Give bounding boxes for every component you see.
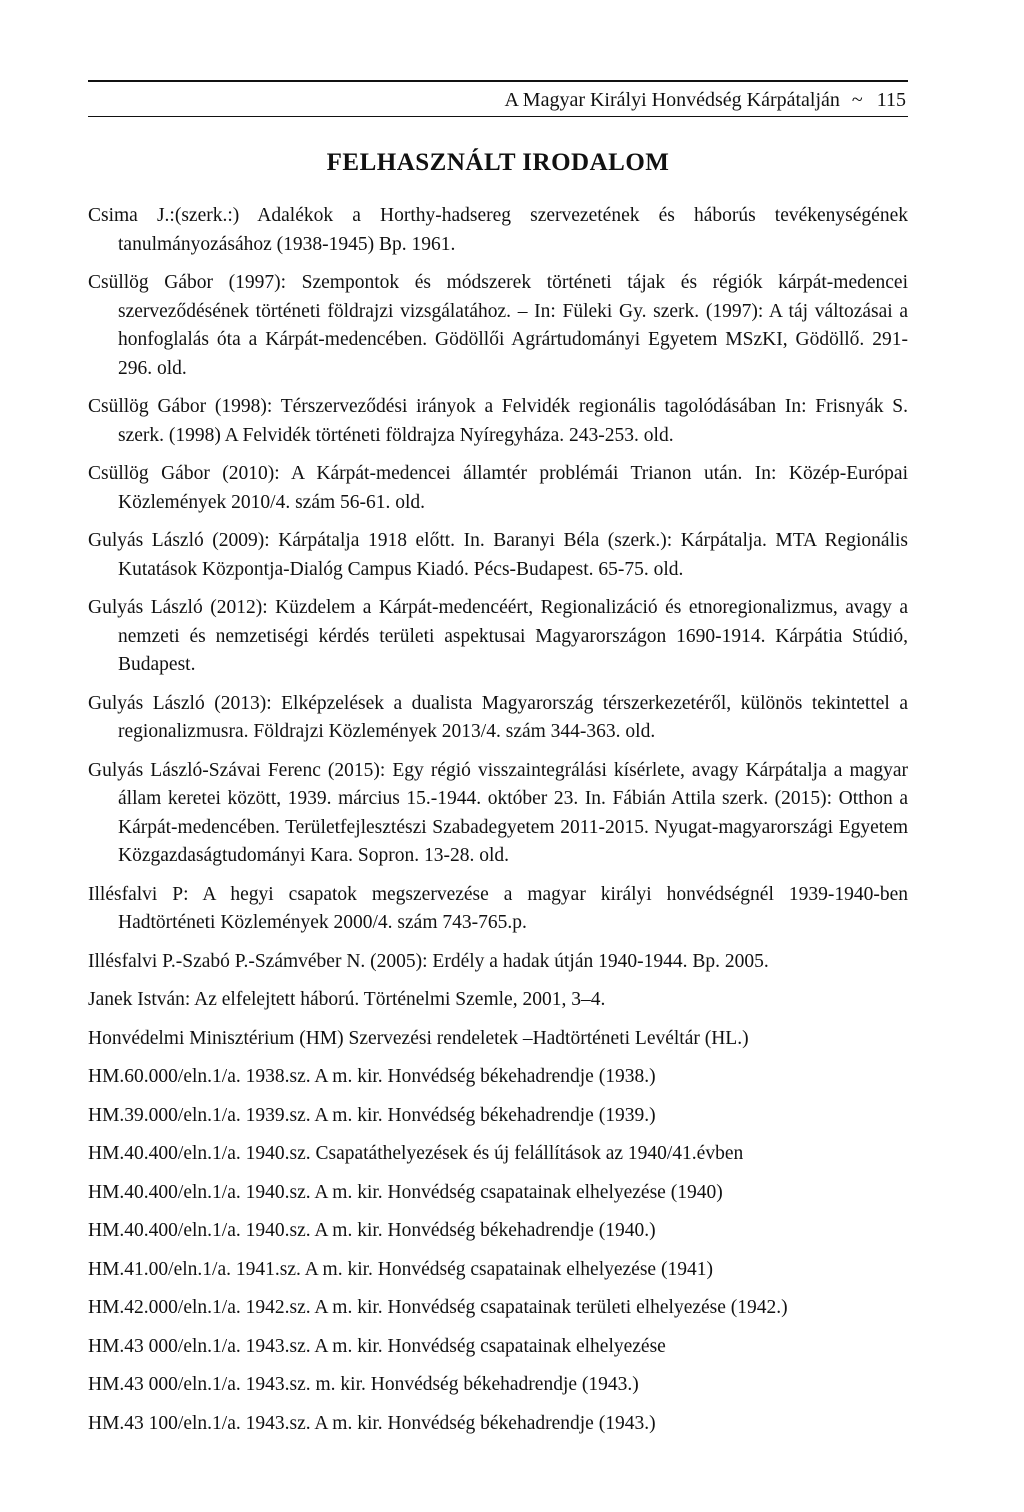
reference-item: HM.40.400/eln.1/a. 1940.sz. A m. kir. Honvédség csapatainak elhelyezése (1940) bbox=[88, 1181, 723, 1203]
header-separator: ~ bbox=[851, 89, 863, 111]
reference-item: Csima J.:(szerk.:) Adalékok a Horthy-hadsereg szervezetének és háborús tevékenységének tanulmányozásához (1938-1945) Bp. 1961. bbox=[88, 205, 908, 255]
reference-item: HM.41.00/eln.1/a. 1941.sz. A m. kir. Honvédség csapatainak elhelyezése (1941) bbox=[88, 1258, 713, 1280]
running-title: A Magyar Királyi Honvédség Kárpátalján bbox=[504, 89, 840, 111]
reference-item: HM.60.000/eln.1/a. 1938.sz. A m. kir. Honvédség békehadrendje (1938.) bbox=[88, 1066, 656, 1087]
page-number: 115 bbox=[876, 89, 906, 111]
header-top-rule bbox=[88, 80, 908, 82]
reference-item: Csüllög Gábor (1997): Szempontok és módszerek történeti tájak és régiók kárpát-medencei szerveződésének történeti földrajzi vizsgálatához. – In: Füleki Gy. szerk. (1997): A táj változásai a honfoglalás óta a Kárpát-medencében. Gödöllői Agrártudományi Egyetem MSzKI, Gödöllő. 291-296. old. bbox=[88, 272, 908, 379]
reference-item: Gulyás László (2009): Kárpátalja 1918 előtt. In. Baranyi Béla (szerk.): Kárpátalja. MTA Regionális Kutatások Központja-Dialóg Campus Kiadó. Pécs-Budapest. 65-75. old. bbox=[88, 530, 908, 580]
reference-item: Csüllög Gábor (2010): A Kárpát-medencei államtér problémái Trianon után. In: Közép-Európai Közlemények 2010/4. szám 56-61. old. bbox=[88, 463, 908, 513]
running-header bbox=[88, 88, 908, 112]
book-page bbox=[88, 80, 908, 1448]
reference-list bbox=[88, 202, 908, 1438]
header-bottom-rule bbox=[88, 116, 908, 117]
reference-item: HM.40.400/eln.1/a. 1940.sz. Csapatáthelyezések és új felállítások az 1940/41.évben bbox=[88, 1143, 744, 1164]
reference-item: HM.40.400/eln.1/a. 1940.sz. A m. kir. Honvédség békehadrendje (1940.) bbox=[88, 1220, 656, 1241]
reference-item: HM.39.000/eln.1/a. 1939.sz. A m. kir. Honvédség békehadrendje (1939.) bbox=[88, 1104, 656, 1126]
reference-item: Illésfalvi P.-Szabó P.-Számvéber N. (2005): Erdély a hadak útján 1940-1944. Bp. 2005. bbox=[88, 950, 769, 972]
reference-item: Gulyás László (2012): Küzdelem a Kárpát-medencéért, Regionalizáció és etnoregionalizmus, avagy a nemzeti és nemzetiségi kérdés területi aspektusai Magyarországon 1690-1914. Kárpátia Stúdió, Budapest. bbox=[88, 597, 908, 675]
reference-item: Honvédelmi Minisztérium (HM) Szervezési rendeletek –Hadtörténeti Levéltár (HL.) bbox=[88, 1027, 749, 1049]
reference-item: Csüllög Gábor (1998): Térszerveződési irányok a Felvidék regionális tagolódásában In: Frisnyák S. szerk. (1998) A Felvidék történeti földrajza Nyíregyháza. 243-253. old. bbox=[88, 396, 908, 446]
reference-item: Gulyás László-Szávai Ferenc (2015): Egy régió visszaintegrálási kísérlete, avagy Kárpátalja a magyar állam keretei között, 1939. március 15.-1944. október 23. In. Fábián Attila szerk. (2015): Otthon a Kárpát-medencében. Területfejlesztészi Szabadegyetem 2011-2015. Nyugat-magyarországi Egyetem Közgazdaságtudományi Kara. Sopron. 13-28. old. bbox=[88, 759, 908, 866]
section-title: FELHASZNÁLT IRODALOM bbox=[326, 149, 670, 176]
reference-item: Illésfalvi P: A hegyi csapatok megszervezése a magyar királyi honvédségnél 1939-1940-ben Hadtörténeti Közlemények 2000/4. szám 743-765.p. bbox=[88, 883, 908, 933]
reference-item: HM.43 000/eln.1/a. 1943.sz. A m. kir. Honvédség csapatainak elhelyezése bbox=[88, 1335, 666, 1357]
reference-item: Gulyás László (2013): Elképzelések a dualista Magyarország térszerkezetéről, különös tekintettel a regionalizmusra. Földrajzi Közlemények 2013/4. szám 344-363. old. bbox=[88, 692, 908, 742]
reference-item: HM.42.000/eln.1/a. 1942.sz. A m. kir. Honvédség csapatainak területi elhelyezése (1942.) bbox=[88, 1297, 788, 1318]
reference-item: HM.43 100/eln.1/a. 1943.sz. A m. kir. Honvédség békehadrendje (1943.) bbox=[88, 1412, 656, 1434]
reference-item: Janek István: Az elfelejtett háború. Történelmi Szemle, 2001, 3–4. bbox=[88, 989, 606, 1010]
reference-item: HM.43 000/eln.1/a. 1943.sz. m. kir. Honvédség békehadrendje (1943.) bbox=[88, 1374, 639, 1395]
